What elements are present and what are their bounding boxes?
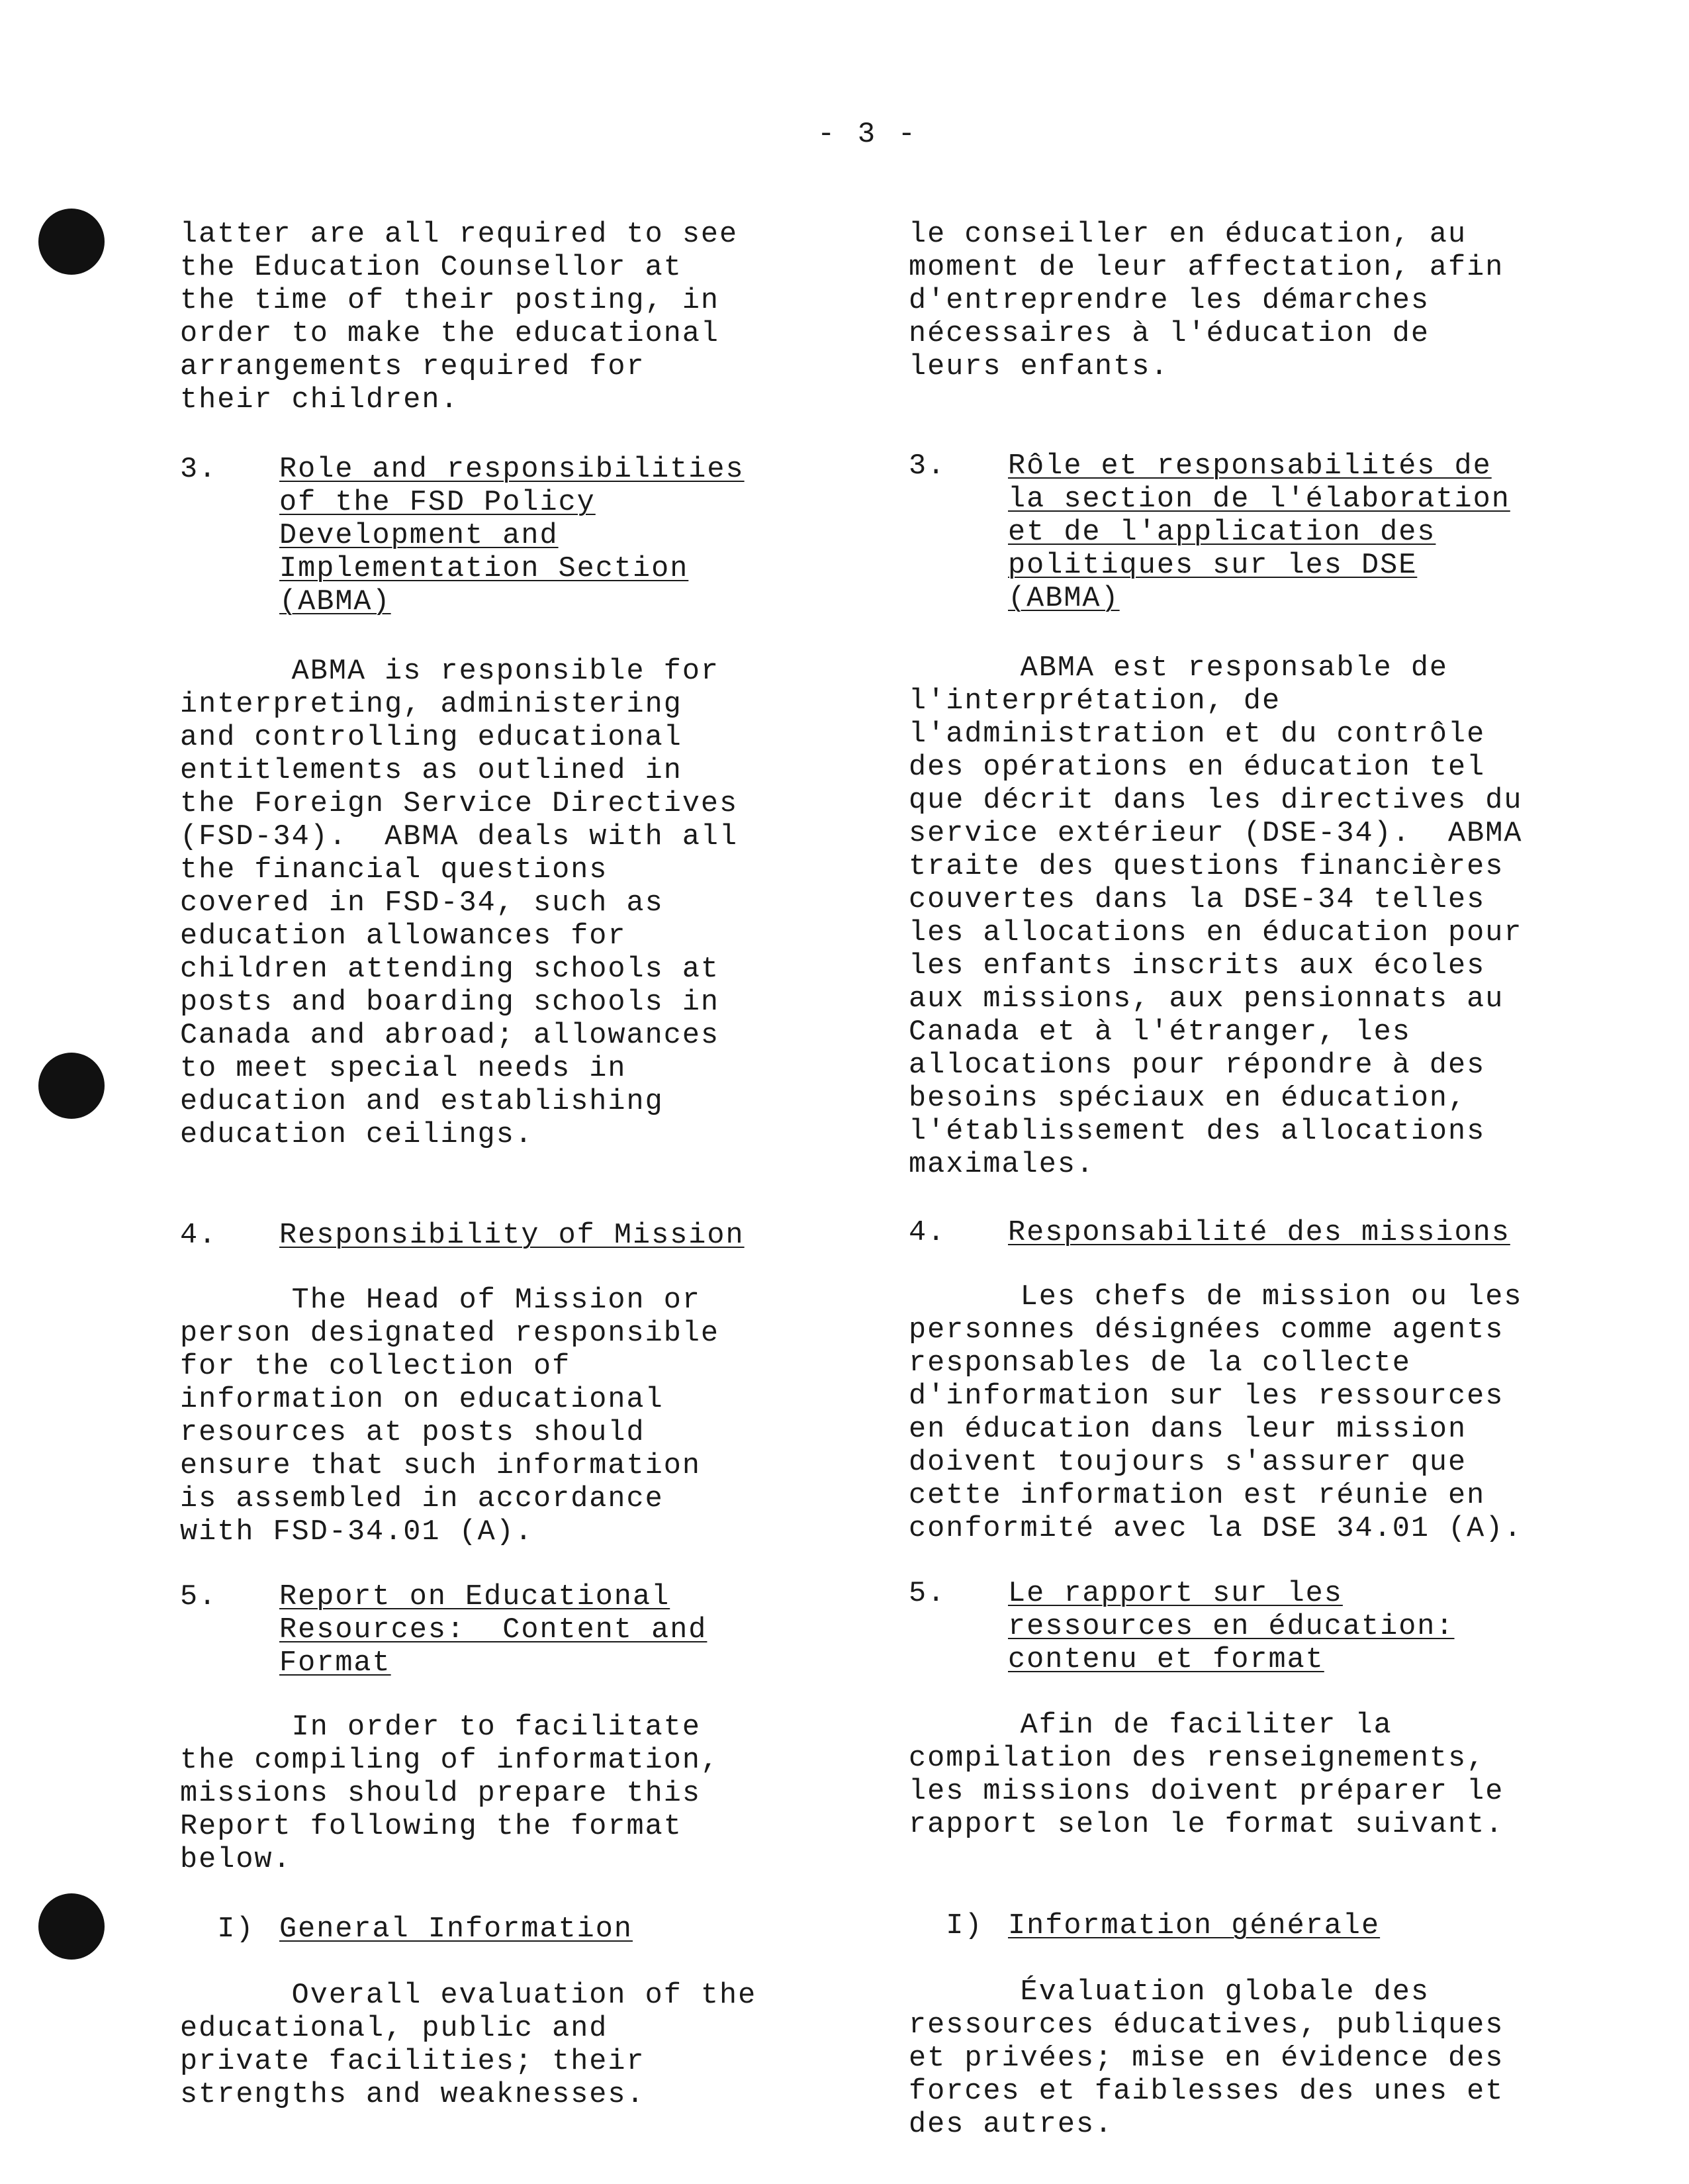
fr-section-4-body: Les chefs de mission ou les personnes désignées comme agents responsables de la collecte d'information sur les ressources en éducation dans leur mission doivent toujours s'assurer que cette information est réunie en conformité avec la DSE 34.01 (A). — [909, 1281, 1523, 1545]
en-section-4-body: The Head of Mission or person designated responsible for the collection of information on educational resources at posts should ensure that such information is assembled in accordance with FSD-34.01 (A). — [180, 1284, 720, 1548]
en-intro-paragraph: latter are all required to see the Education Counsellor at the time of their posting, in order to make the educational arrangements required for their children. — [180, 218, 739, 416]
page-number: - 3 - — [817, 118, 919, 151]
fr-section-4-title: Responsabilité des missions — [1008, 1217, 1510, 1249]
fr-section-5-number: 5. — [909, 1578, 946, 1610]
en-subsection-i-number: I) — [180, 1913, 255, 1946]
en-section-3-number: 3. — [180, 453, 218, 486]
fr-section-3-body: ABMA est responsable de l'interprétation, de l'administration et du contrôle des opérations en éducation tel que décrit dans les directives du service extérieur (DSE-34). ABMA traite des questions financières couvertes dans la DSE-34 telles les allocations en éducation pour les enfants inscrits aux écoles aux missions, aux pensionnats au Canada et à l'étranger, les allocations pour répondre à des besoins spéciaux en éducation, l'établissement des allocations maximales. — [909, 652, 1523, 1181]
en-subsection-i-title: General Information — [279, 1913, 633, 1946]
fr-section-5-body: Afin de faciliter la compilation des renseignements, les missions doivent préparer le rapport selon le format suivant. — [909, 1709, 1504, 1841]
en-section-5-body: In order to facilitate the compiling of information, missions should prepare this Report following the format below. — [180, 1711, 720, 1876]
binder-hole-top — [38, 209, 105, 275]
fr-intro-paragraph: le conseiller en éducation, au moment de leur affectation, afin d'entreprendre les démarches nécessaires à l'éducation de leurs enfants. — [909, 218, 1504, 383]
en-section-3-body: ABMA is responsible for interpreting, administering and controlling educational entitlements as outlined in the Foreign Service Directives (FSD-34). ABMA deals with all the financial questions covered in FSD-34, such as education allowances for children attending schools at posts and boarding schools in Canada and abroad; allowances to meet special needs in education and establishing education ceilings. — [180, 655, 739, 1151]
fr-section-3-number: 3. — [909, 450, 946, 483]
binder-hole-middle — [38, 1053, 105, 1119]
en-section-4-title: Responsibility of Mission — [279, 1219, 745, 1252]
binder-hole-bottom — [38, 1893, 105, 1960]
en-section-5-title: Report on Educational Resources: Content and Format — [279, 1581, 708, 1680]
fr-subsection-i-number: I) — [909, 1910, 983, 1942]
en-section-4-number: 4. — [180, 1219, 218, 1252]
en-section-5-number: 5. — [180, 1581, 218, 1613]
en-section-3-title: Role and responsibilities of the FSD Policy Development and Implementation Section (ABMA) — [279, 453, 745, 618]
fr-subsection-i-title: Information générale — [1008, 1910, 1381, 1942]
fr-section-5-title: Le rapport sur les ressources en éducation: contenu et format — [1008, 1578, 1455, 1676]
en-subsection-i-body: Overall evaluation of the educational, public and private facilities; their strengths and weaknesses. — [180, 1979, 757, 2111]
fr-section-3-title: Rôle et responsabilités de la section de l'élaboration et de l'application des politiques sur les DSE (ABMA) — [1008, 450, 1510, 615]
fr-subsection-i-body: Évaluation globale des ressources éducatives, publiques et privées; mise en évidence des forces et faiblesses des unes et des autres. — [909, 1976, 1504, 2141]
fr-section-4-number: 4. — [909, 1217, 946, 1249]
